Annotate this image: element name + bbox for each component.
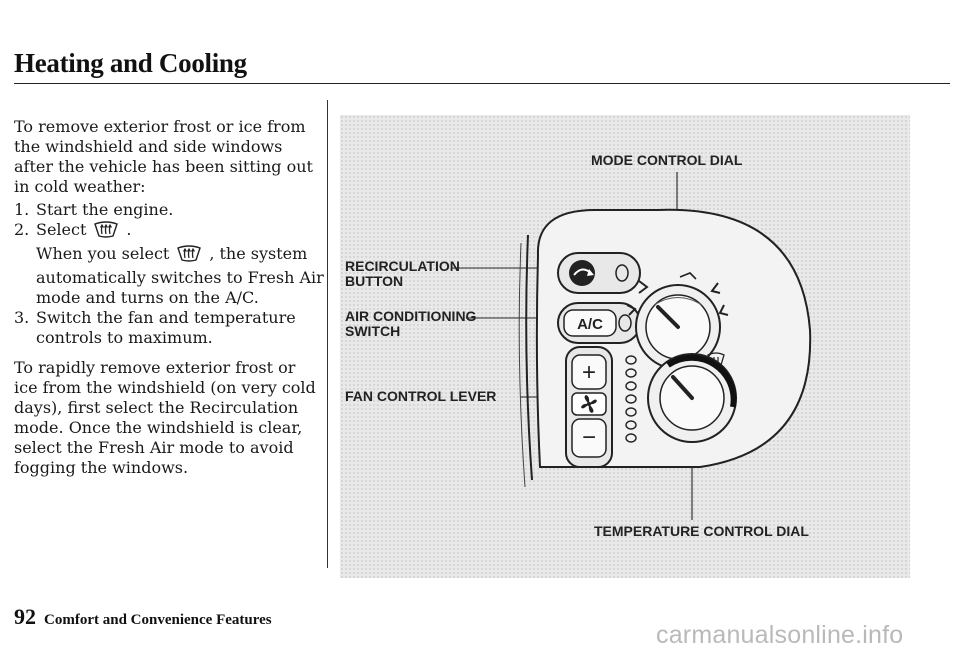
column-divider [327,100,328,568]
step-3 [14,308,324,348]
plus-symbol: + [581,359,597,386]
temperature-control-dial[interactable] [648,354,736,442]
label-recirculation-button-line2: BUTTON [345,273,404,289]
defrost-icon [175,245,203,268]
label-ac-switch-line1: AIR CONDITIONING [345,308,477,324]
step-text-part: Start the engine. [36,200,174,219]
ac-button-label: A/C [577,316,603,333]
step-1 [14,200,324,220]
step-text [36,220,324,244]
page-number: 92 [14,604,36,629]
step-text-part: Select [36,220,87,239]
step-number: 3. [14,308,30,327]
intro-paragraph: To remove exterior frost or ice from the windshield and side windows after the vehicle has been sitting out in cold weather: [14,117,313,196]
climate-panel-illustration [340,115,910,578]
steps-list [14,200,324,348]
page-footer [14,604,272,630]
defrost-icon [92,221,120,244]
header-rule [14,83,950,84]
step-number: 1. [14,200,30,219]
step-text-part: . [126,220,132,239]
step-text-part: Switch the fan and temperature controls to maximum. [36,308,296,347]
rapid-defrost-paragraph: To rapidly remove exterior frost or ice from the windshield (on very cold days), first select the Recirculation mode. Once the windshield is clear, select the Fresh Air mode to avoid fogging the windows. [14,358,316,477]
step-text [36,308,324,348]
ac-button[interactable] [558,303,640,343]
label-recirculation-button-line1: RECIRCULATION [345,258,460,274]
fan-control-lever[interactable] [566,347,612,467]
minus-symbol: − [581,424,597,451]
step-text-part: When you select [36,244,170,263]
section-name: Comfort and Convenience Features [44,612,272,628]
label-mode-control-dial: MODE CONTROL DIAL [591,152,743,168]
step-text [36,200,324,220]
step-text-part: , the system automatically switches to Fresh Air mode and turns on the A/C. [36,244,324,307]
recirculation-button[interactable] [558,253,640,293]
label-fan-control-lever: FAN CONTROL LEVER [345,388,497,404]
label-ac-switch-line2: SWITCH [345,323,401,339]
watermark: carmanualsonline.info [656,621,904,649]
climate-control-diagram [340,115,910,578]
step-text [36,244,324,308]
step-number: 2. [14,220,30,239]
step-2-detail [14,244,324,308]
label-temperature-control-dial: TEMPERATURE CONTROL DIAL [594,523,809,539]
page-title: Heating and Cooling [14,48,247,78]
step-number [14,244,36,308]
step-2 [14,220,324,244]
